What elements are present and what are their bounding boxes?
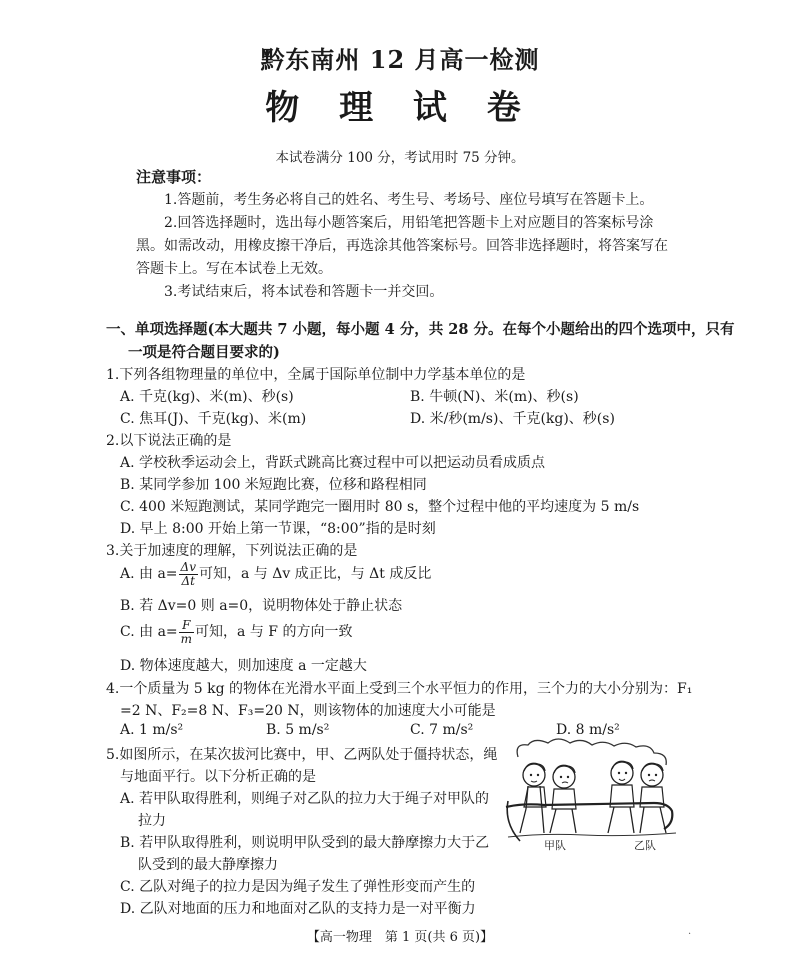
q4-option-b: B. 5 m/s² [266, 722, 330, 738]
team-a-child-1 [520, 763, 546, 833]
q3-option-c [120, 618, 352, 646]
q1-option-a: A. 千克(kg)、米(m)、秒(s) [120, 389, 294, 405]
q3-option-a [120, 560, 431, 588]
exam-title: 黔东南州 12 月高一检测 [260, 45, 540, 74]
subject-title: 物 理 试 卷 [265, 88, 535, 128]
q4-stem-line-1: 4.一个质量为 5 kg 的物体在光滑水平面上受到三个水平恒力的作用，三个力的大小分别为：F₁ [106, 681, 693, 697]
q2-option-c: C. 400 米短跑测试，某同学跑完一圈用时 80 s，整个过程中他的平均速度为 5 m/s [120, 499, 640, 515]
q3-c-suffix: 可知，a 与 F 的方向一致 [195, 624, 353, 640]
q5-option-c: C. 乙队对绳子的拉力是因为绳子发生了弹性形变而产生的 [120, 879, 476, 895]
q3-option-b: B. 若 Δv=0 则 a=0，说明物体处于静止状态 [120, 598, 403, 614]
q1-option-b: B. 牛顿(N)、米(m)、秒(s) [410, 389, 579, 405]
q3-c-denominator: m [180, 631, 193, 646]
q1-option-d: D. 米/秒(m/s)、千克(kg)、秒(s) [410, 411, 615, 427]
q4-option-d: D. 8 m/s² [556, 722, 620, 738]
notes-heading: 注意事项： [136, 168, 212, 186]
q3-c-numerator: F [179, 619, 194, 633]
q3-option-d: D. 物体速度越大，则加速度 a 一定越大 [120, 658, 367, 674]
q3-a-fraction [179, 561, 198, 588]
ground-line [508, 833, 676, 837]
team-b-child-2 [640, 763, 666, 833]
q2-option-b: B. 某同学参加 100 米短跑比赛，位移和路程相同 [120, 477, 427, 493]
cloud-outline [517, 739, 666, 765]
tug-of-war-drawing [504, 737, 680, 861]
team-a-label: 甲队 [544, 839, 566, 852]
q5-option-d: D. 乙队对地面的压力和地面对乙队的支持力是一对平衡力 [120, 901, 476, 917]
q5-option-a-line-1: A. 若甲队取得胜利，则绳子对乙队的拉力大于绳子对甲队的 [120, 791, 490, 807]
exam-info: 本试卷满分 100 分，考试用时 75 分钟。 [275, 150, 525, 166]
note-line-3: 黑。如需改动，用橡皮擦干净后，再选涂其他答案标号。回答非选择题时，将答案写在 [136, 238, 668, 254]
note-line-5: 3.考试结束后，将本试卷和答题卡一并交回。 [164, 284, 444, 300]
q5-option-b-line-2: 队受到的最大静摩擦力 [138, 857, 278, 873]
section-heading-line-1: 一、单项选择题(本大题共 7 小题，每小题 4 分，共 28 分。在每个小题给出的四个选项中，只有 [106, 321, 735, 338]
q5-option-b-line-1: B. 若甲队取得胜利，则说明甲队受到的最大静摩擦力大于乙 [120, 835, 490, 851]
q3-c-fraction [179, 619, 194, 646]
note-line-2: 2.回答选择题时，选出每小题答案后，用铅笔把答题卡上对应题目的答案标号涂 [164, 215, 654, 231]
tug-of-war-illustration [504, 737, 680, 861]
team-b-child-1 [608, 761, 634, 833]
q3-c-prefix: C. 由 a= [120, 624, 178, 640]
q3-stem: 3.关于加速度的理解，下列说法正确的是 [106, 543, 358, 559]
section-heading-line-2: 一项是符合题目要求的) [128, 344, 280, 361]
q3-a-suffix: 可知，a 与 Δv 成正比，与 Δt 成反比 [199, 566, 432, 582]
q1-stem: 1.下列各组物理量的单位中，全属于国际单位制中力学基本单位的是 [106, 367, 526, 383]
q1-option-c: C. 焦耳(J)、千克(kg)、米(m) [120, 411, 307, 427]
note-line-1: 1.答题前，考生务必将自己的姓名、考生号、考场号、座位号填写在答题卡上。 [164, 192, 654, 208]
q5-option-a-line-2: 拉力 [138, 813, 166, 829]
q2-stem: 2.以下说法正确的是 [106, 433, 232, 449]
q3-a-numerator: Δv [180, 559, 196, 574]
q4-option-c: C. 7 m/s² [410, 722, 474, 738]
q3-a-denominator: Δt [181, 573, 196, 588]
note-line-4: 答题卡上。写在本试卷上无效。 [136, 261, 332, 277]
q2-option-a: A. 学校秋季运动会上，背跃式跳高比赛过程中可以把运动员看成质点 [120, 455, 546, 471]
team-b-label: 乙队 [634, 839, 656, 852]
page-footer: 【高一物理 第 1 页(共 6 页)】 [306, 930, 494, 945]
q4-option-a: A. 1 m/s² [120, 722, 184, 738]
q5-stem-line-2: 与地面平行。以下分析正确的是 [120, 769, 316, 785]
q4-stem-line-2: =2 N、F₂=8 N、F₃=20 N，则该物体的加速度大小可能是 [120, 703, 496, 719]
team-a-child-2 [550, 765, 576, 833]
q3-a-prefix: A. 由 a= [120, 566, 178, 582]
footer-mark: · [688, 929, 692, 940]
q2-option-d: D. 早上 8:00 开始上第一节课，“8:00”指的是时刻 [120, 521, 436, 537]
q5-stem-line-1: 5.如图所示，在某次拔河比赛中，甲、乙两队处于僵持状态，绳 [106, 747, 498, 763]
